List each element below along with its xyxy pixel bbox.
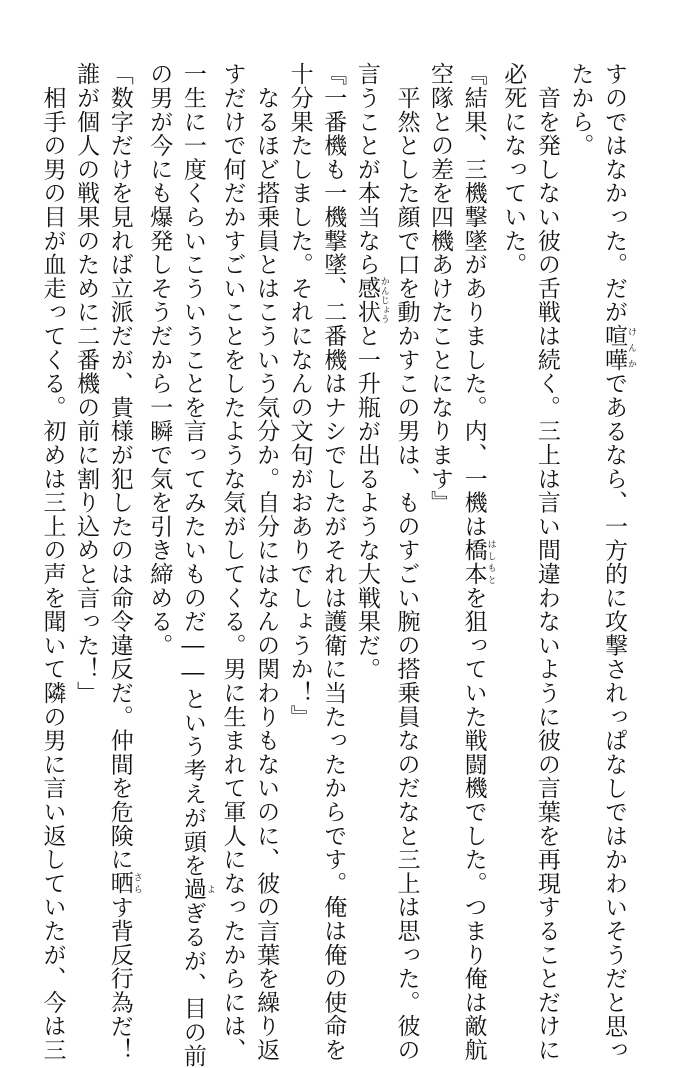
text-run: なるほど搭乗員とはこういう気分か。自分にはなんの関わりもないのに、彼の言葉を繰り返 — [253, 62, 280, 1062]
text-line — [349, 62, 389, 947]
text-run: 空隊との差を四機あけたことになります』 — [427, 62, 454, 515]
text-run: を狙っていた戦闘機でした。つまり俺は敵航 — [460, 585, 487, 1062]
text-run: の男が今にも爆発しそうだから一瞬で気を引き締める。 — [146, 62, 173, 657]
text-line — [69, 62, 103, 947]
text-run: 「数字だけを見れば立派だが、貴様が犯したのは命令違反だ。仲間を危険に — [106, 62, 133, 872]
ruby-reading: かんじょう — [378, 276, 389, 324]
text-line — [248, 62, 282, 1062]
ruby-annotation — [601, 323, 636, 372]
text-line — [563, 62, 597, 947]
text-run: 十分果たしました。それになんの文句がおありでしょうか！』 — [286, 62, 313, 729]
text-run: す背反行為だ！ — [106, 895, 133, 1062]
text-run: 平然とした顔で口を動かすこの男は、ものすごい腕の搭乗員なのだなと三上は思った。彼の — [393, 62, 420, 1062]
ruby-base: 感状 — [353, 276, 380, 324]
text-run: すだけで何だかすごいことをしたような気がしてくる。男に生まれて軍人になったからには、 — [219, 62, 246, 1062]
text-run: たから。 — [567, 62, 594, 158]
text-line — [496, 62, 530, 947]
ruby-base: 橋本 — [460, 538, 487, 586]
text-line — [422, 62, 456, 947]
text-run: ぎるが、目の前 — [179, 901, 206, 1068]
ruby-annotation — [179, 877, 215, 902]
text-run: であるなら、一方的に攻撃されっぱなしではかわいそうだと思っ — [601, 371, 627, 1062]
text-run: 言うことが本当なら — [353, 62, 380, 277]
ruby-reading: さら — [131, 871, 142, 896]
ruby-base: 過 — [179, 877, 206, 902]
ruby-annotation — [353, 276, 389, 324]
ruby-reading: はしもと — [485, 538, 496, 586]
text-run: 一生に一度くらいこういうことを言ってみたいものだ――という考えが頭を — [179, 62, 206, 878]
ruby-base: 喧嘩 — [601, 323, 627, 372]
ruby-annotation — [460, 538, 496, 586]
text-line — [529, 62, 563, 1062]
text-run: すのではなかった。だが — [601, 62, 627, 324]
ruby-reading: けんか — [626, 323, 636, 372]
text-line — [389, 62, 423, 1062]
text-run: 『結果、三機撃墜がありました。内、一機は — [460, 62, 487, 538]
ruby-annotation — [106, 871, 142, 896]
ruby-base: 晒 — [106, 871, 133, 896]
text-line — [215, 62, 249, 1062]
text-line — [596, 62, 636, 1062]
text-line — [35, 62, 69, 1062]
text-line — [456, 62, 496, 1062]
text-line — [175, 62, 215, 1068]
text-line — [316, 62, 350, 1062]
text-run: 『一番機も一機撃墜、二番機はナシでしたがそれは護衛に当たったからです。俺は俺の使命を — [320, 62, 347, 1062]
text-run: 必死になっていた。 — [500, 62, 527, 277]
text-run: 音を発しない彼の舌戦は続く。三上は言い間違わないように彼の言葉を再現することだけに — [533, 62, 560, 1062]
text-line — [102, 62, 142, 1062]
text-run: 相手の男の目が血走ってくる。初めは三上の声を聞いて隣の男に言い返していたが、今は三 — [39, 62, 66, 1062]
text-run: 誰が個人の戦果のために二番機の前に割り込めと言った！」 — [73, 62, 100, 705]
vertical-text-body — [39, 62, 636, 1068]
text-line — [282, 62, 316, 947]
text-run: と一升瓶が出るような大戦果だ。 — [353, 323, 380, 681]
ruby-reading: よ — [204, 877, 215, 902]
text-line — [142, 62, 176, 947]
